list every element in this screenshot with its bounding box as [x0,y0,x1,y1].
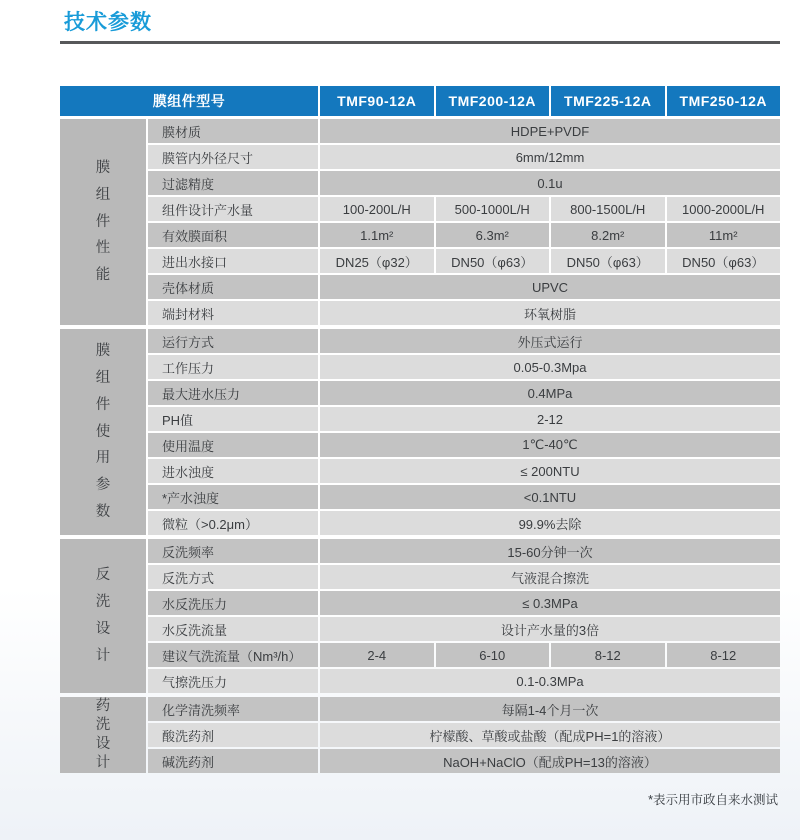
row-value: 0.1-0.3MPa [320,669,780,693]
table-row [148,407,780,431]
table-row [148,223,780,247]
row-value: 800-1500L/H [551,197,665,221]
row-value: 6-10 [436,643,550,667]
row-label: 过滤精度 [148,171,318,195]
page-title: 技术参数 [64,11,152,34]
row-value: ≤ 200NTU [320,459,780,483]
section-category-label: 药洗设计 [95,698,111,771]
section-category-label: 膜组件使用参数 [95,343,111,521]
row-label: 水反洗压力 [148,591,318,615]
table-row [148,723,780,747]
row-label: PH值 [148,407,318,431]
section-category-label: 膜组件性能 [95,159,111,284]
row-value: NaOH+NaClO（配成PH=13的溶液） [320,749,780,773]
row-label: 碱洗药剂 [148,749,318,773]
row-value: 99.9%去除 [320,511,780,535]
row-label: 端封材料 [148,301,318,325]
table-row [148,511,780,535]
table-row [148,249,780,273]
table-row [148,171,780,195]
section-chemical-clean-design [60,697,780,773]
table-row [148,459,780,483]
row-value: 0.4MPa [320,381,780,405]
section-category [60,119,146,325]
row-label: 组件设计产水量 [148,197,318,221]
row-label: 壳体材质 [148,275,318,299]
column-header-model-3: TMF225-12A [551,86,665,116]
table-row [148,119,780,143]
row-label: 化学清洗频率 [148,697,318,721]
table-row [148,145,780,169]
row-value: 1.1m² [320,223,434,247]
table-row [148,697,780,721]
table-row [148,433,780,457]
row-label: 最大进水压力 [148,381,318,405]
row-value: 外压式运行 [320,329,780,353]
row-value: 500-1000L/H [436,197,550,221]
table-row [148,329,780,353]
row-label: 膜材质 [148,119,318,143]
table-row [148,485,780,509]
spec-table [60,86,780,773]
title-divider [60,41,780,44]
row-value: UPVC [320,275,780,299]
table-row [148,565,780,589]
spec-page [60,0,780,808]
row-label: 使用温度 [148,433,318,457]
column-header-model-4: TMF250-12A [667,86,781,116]
row-label: 运行方式 [148,329,318,353]
table-row [148,669,780,693]
section-category [60,697,146,773]
section-usage-parameters [60,329,780,535]
footnote: *表示用市政自来水测试 [648,793,778,807]
section-category [60,329,146,535]
row-value: 2-4 [320,643,434,667]
row-value: ≤ 0.3MPa [320,591,780,615]
row-value: 气液混合擦洗 [320,565,780,589]
row-value: <0.1NTU [320,485,780,509]
row-value: 11m² [667,223,781,247]
table-row [148,275,780,299]
row-value: DN25（φ32） [320,249,434,273]
row-value: 0.1u [320,171,780,195]
table-row [148,301,780,325]
row-value: 柠檬酸、草酸或盐酸（配成PH=1的溶液） [320,723,780,747]
table-row [148,617,780,641]
table-header [60,86,780,116]
row-value: DN50（φ63） [667,249,781,273]
row-value: 环氧树脂 [320,301,780,325]
column-header-model-1: TMF90-12A [320,86,434,116]
row-value: 8-12 [551,643,665,667]
row-label: 水反洗流量 [148,617,318,641]
row-label: 建议气洗流量（Nm³/h） [148,643,318,667]
row-label: *产水浊度 [148,485,318,509]
table-row [148,749,780,773]
row-value: 1000-2000L/H [667,197,781,221]
section-membrane-performance [60,119,780,325]
row-value: DN50（φ63） [551,249,665,273]
row-label: 膜管内外径尺寸 [148,145,318,169]
row-label: 气擦洗压力 [148,669,318,693]
row-value: 8.2m² [551,223,665,247]
table-row [148,643,780,667]
row-value: 15-60分钟一次 [320,539,780,563]
table-row [148,355,780,379]
row-label: 反洗方式 [148,565,318,589]
row-label: 进出水接口 [148,249,318,273]
row-value: DN50（φ63） [436,249,550,273]
row-label: 有效膜面积 [148,223,318,247]
row-value: 设计产水量的3倍 [320,617,780,641]
row-value: 2-12 [320,407,780,431]
section-category-label: 反洗设计 [95,567,111,664]
table-row [148,591,780,615]
row-label: 反洗频率 [148,539,318,563]
row-value: HDPE+PVDF [320,119,780,143]
section-category [60,539,146,693]
row-label: 工作压力 [148,355,318,379]
column-header-model-2: TMF200-12A [436,86,550,116]
row-label: 微粒（>0.2μm） [148,511,318,535]
row-label: 酸洗药剂 [148,723,318,747]
row-value: 6mm/12mm [320,145,780,169]
column-header-model-label: 膜组件型号 [60,86,318,116]
row-value: 8-12 [667,643,781,667]
table-row [148,381,780,405]
row-value: 0.05-0.3Mpa [320,355,780,379]
row-value: 6.3m² [436,223,550,247]
row-value: 100-200L/H [320,197,434,221]
row-value: 1℃-40℃ [320,433,780,457]
table-row [148,539,780,563]
table-row [148,197,780,221]
section-backwash-design [60,539,780,693]
row-label: 进水浊度 [148,459,318,483]
row-value: 每隔1-4个月一次 [320,697,780,721]
